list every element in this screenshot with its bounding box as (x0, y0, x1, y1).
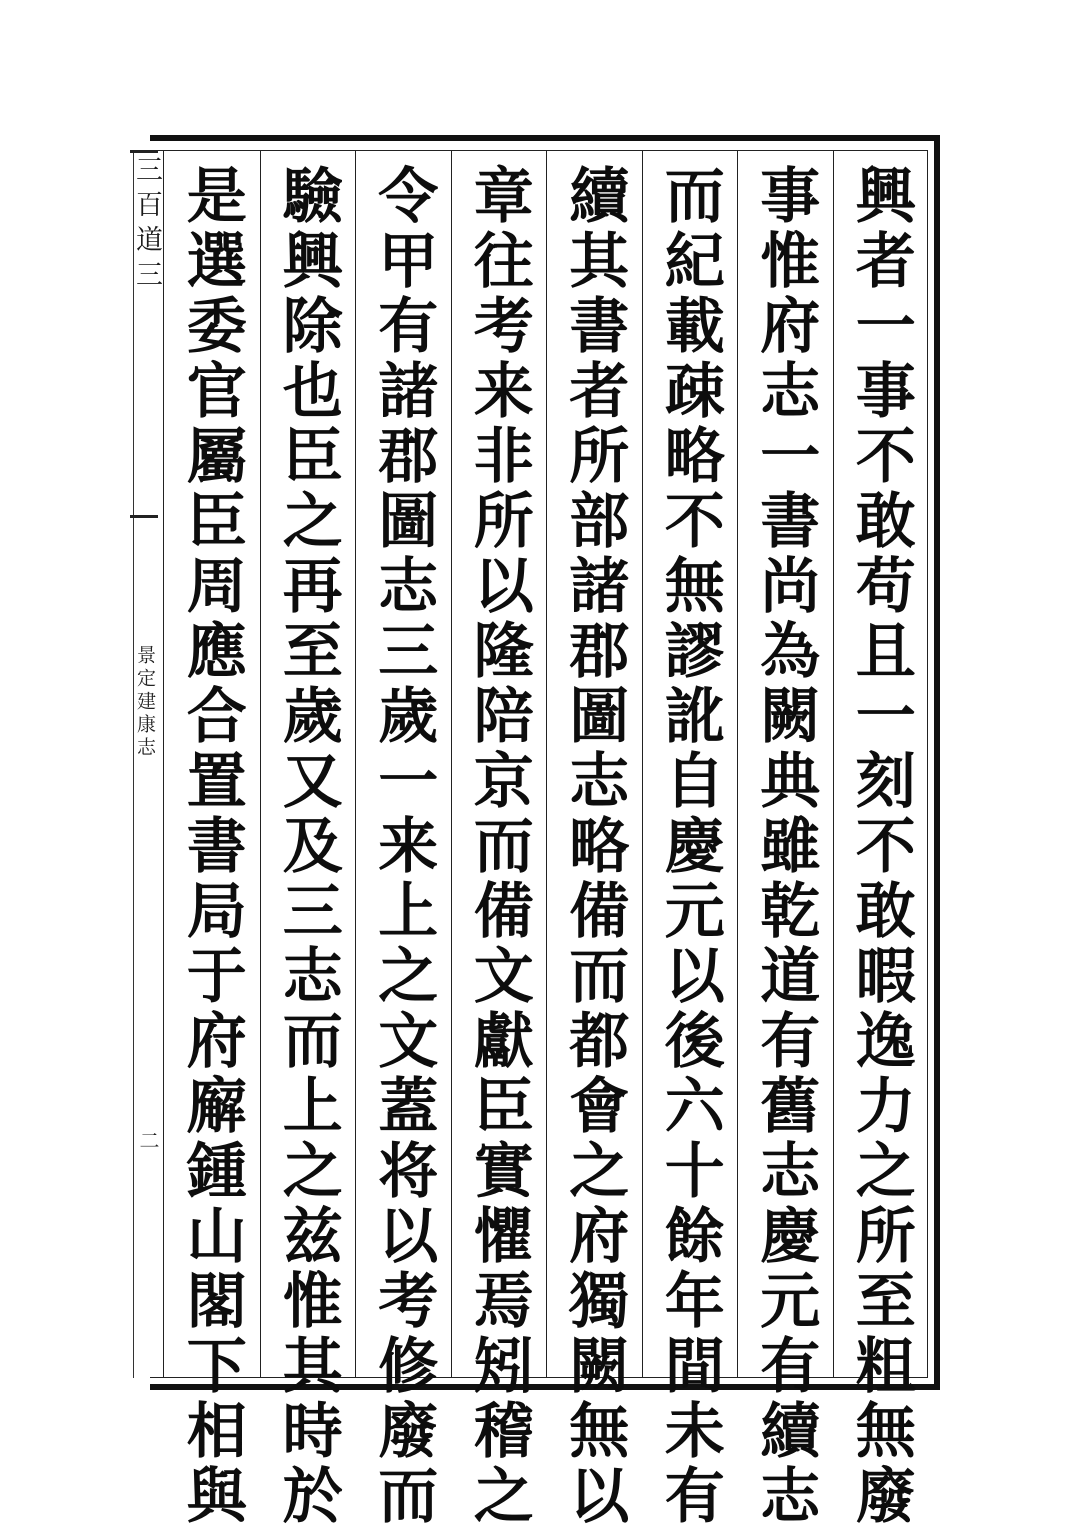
column-text: 興者一事不敢苟且一刻不敢暇逸力之所至粗無廢 (845, 164, 916, 1529)
text-column-7 (260, 150, 356, 1529)
spine-top-band (130, 150, 158, 153)
spine-page-number: 二 (136, 1130, 160, 1156)
column-text: 而紀載疎略不無謬訛自慶元以後六十餘年間未有 (654, 164, 725, 1529)
column-text: 續其書者所部諸郡圖志略備而都會之府獨闕無以 (559, 164, 630, 1529)
spine-left-rule (133, 150, 134, 1378)
text-column-5 (451, 150, 547, 1529)
text-column-2 (737, 150, 833, 1529)
spine-title: 三百道三 (131, 155, 162, 295)
spine-book-title: 景定建康志 (134, 645, 156, 760)
text-column-1 (833, 150, 929, 1529)
column-text: 驗興除也臣之再至歲又及三志而上之兹惟其時於 (272, 164, 343, 1529)
column-text: 令甲有諸郡圖志三歲一来上之文蓋将以考修廢而 (368, 164, 439, 1529)
text-column-8 (164, 150, 260, 1529)
column-text: 事惟府志一書尚為闕典雖乾道有舊志慶元有續志 (750, 164, 821, 1529)
text-column-6 (355, 150, 451, 1529)
column-text: 是選委官屬臣周應合置書局于府廨鍾山閣下相與 (176, 164, 247, 1529)
page-spine (150, 150, 164, 1378)
spine-fishtail-mark (130, 515, 158, 518)
column-text: 章往考来非所以隆陪京而備文獻臣實懼焉矧稽之 (463, 164, 534, 1529)
text-columns (164, 150, 928, 1529)
text-column-3 (642, 150, 738, 1529)
text-column-4 (546, 150, 642, 1529)
